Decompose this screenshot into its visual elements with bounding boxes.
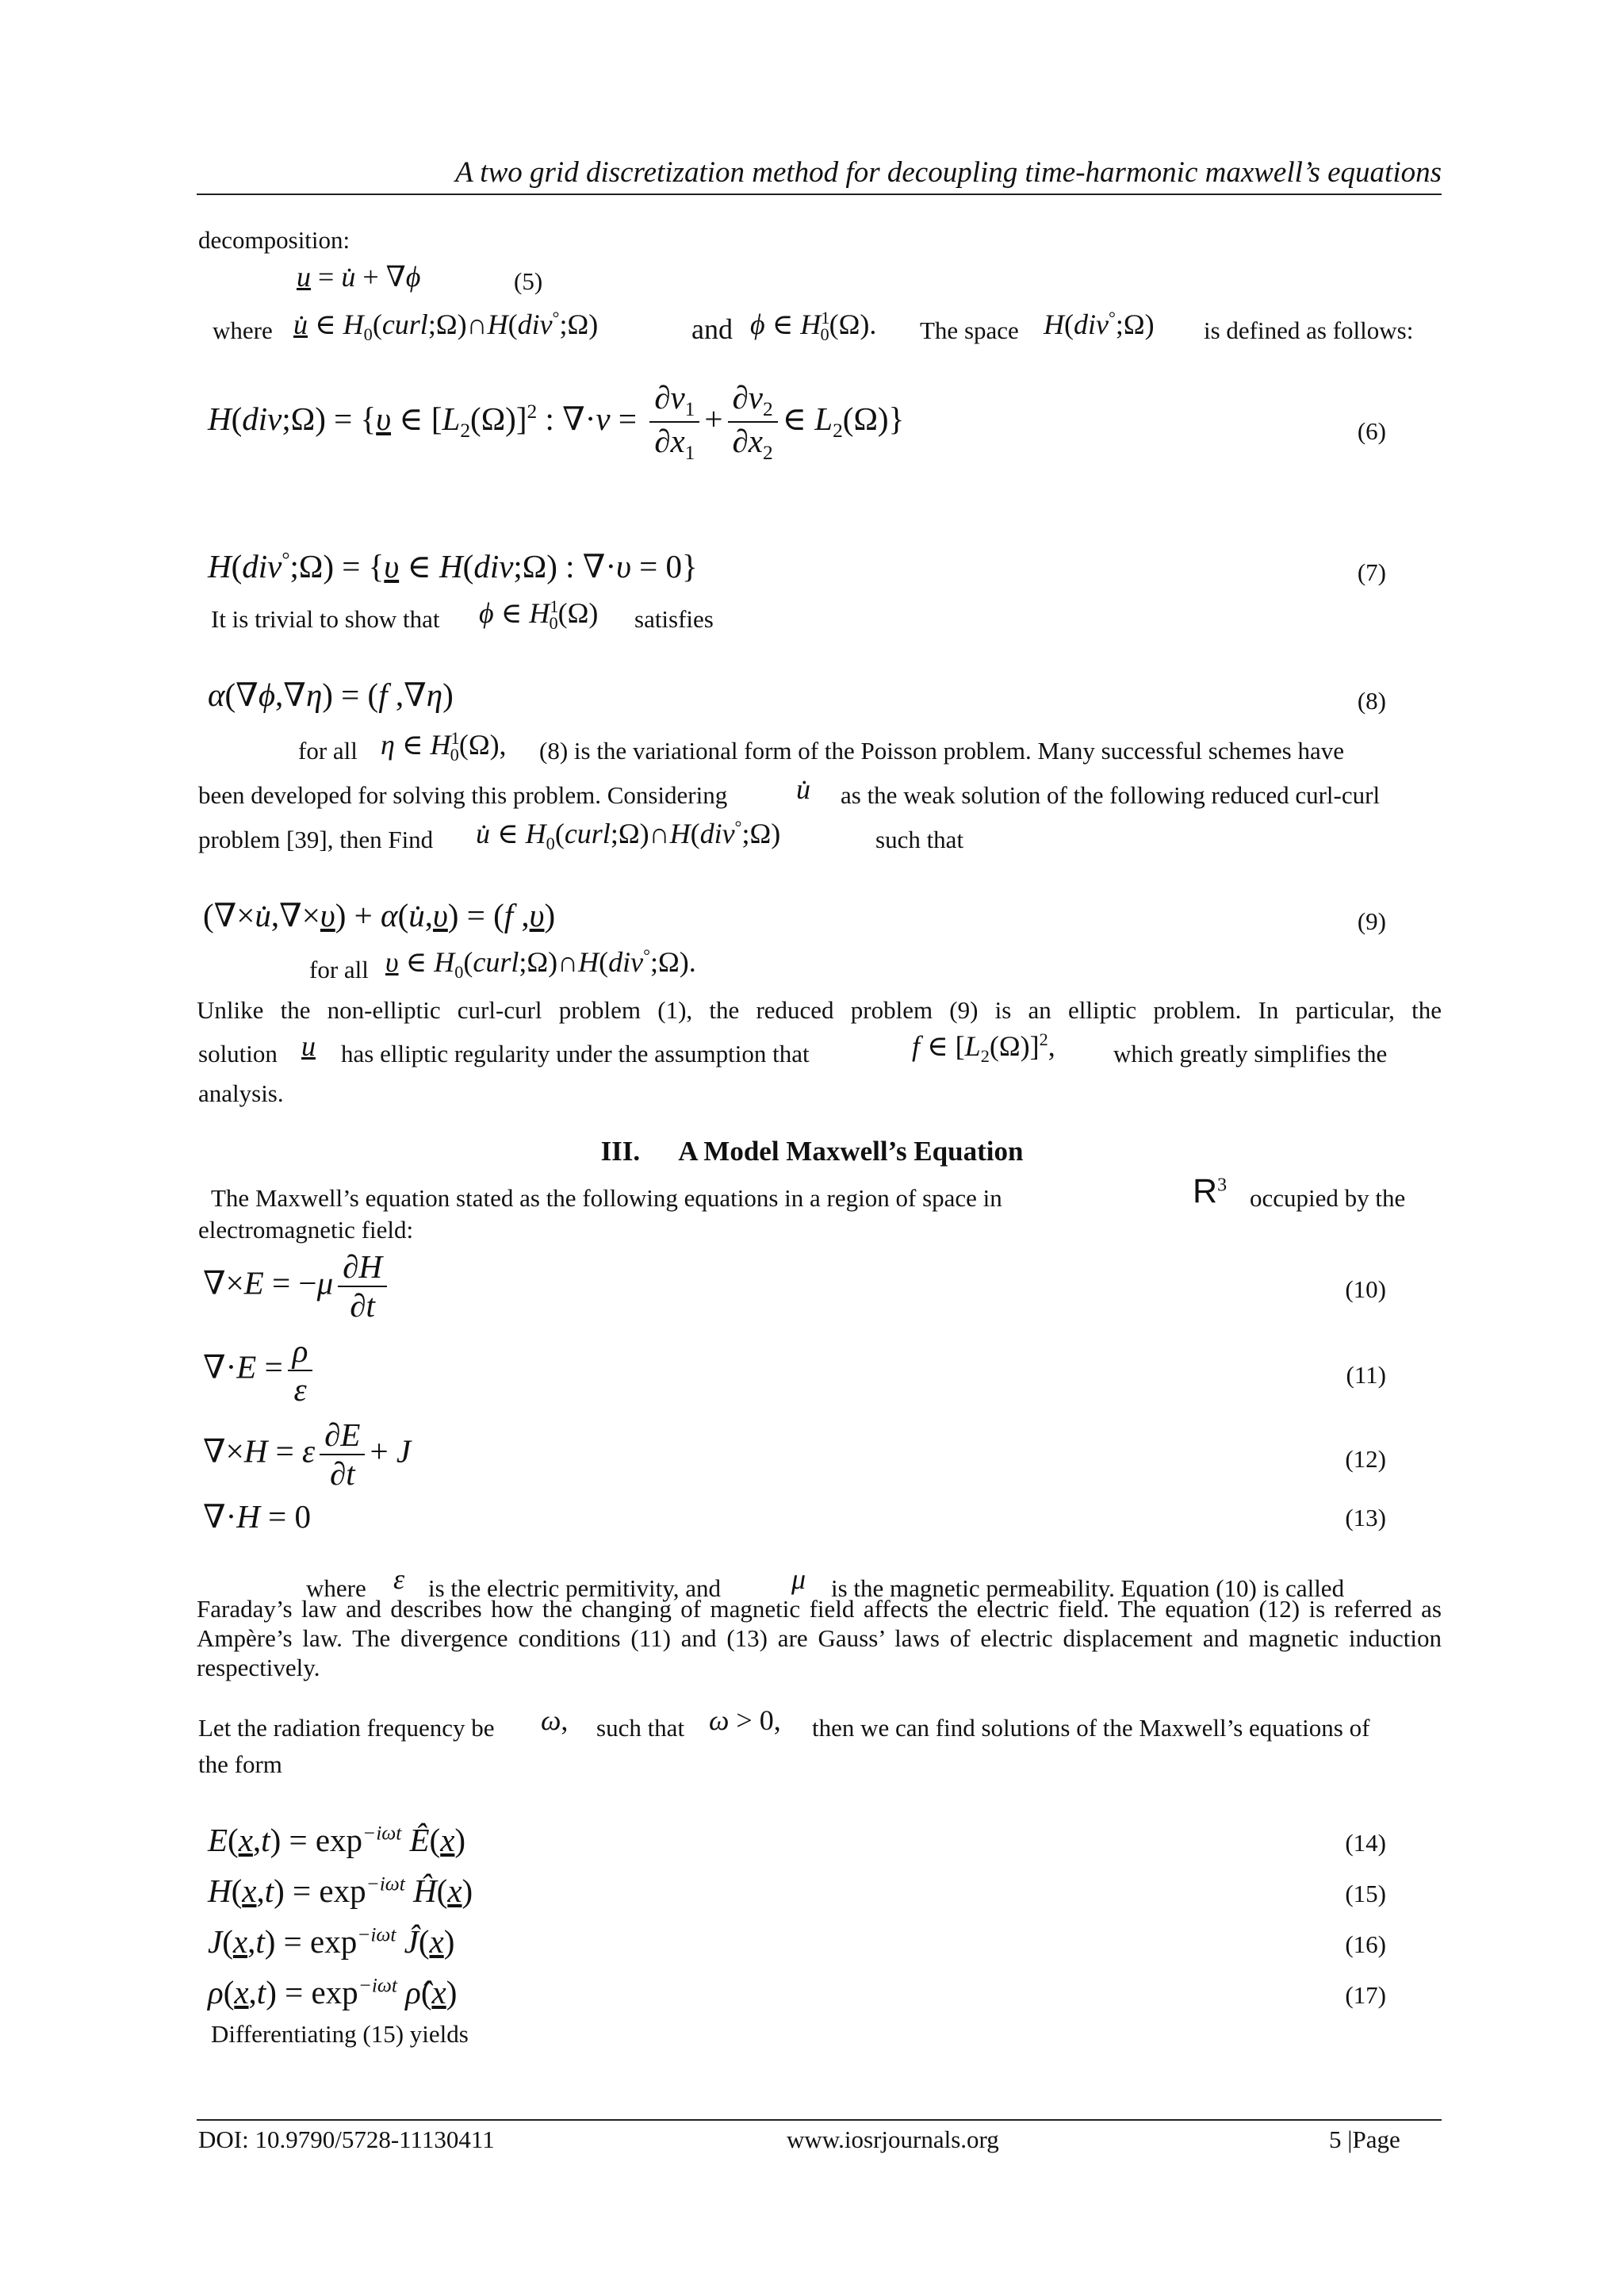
equation-number-8: (8) — [1357, 687, 1386, 715]
text-trivial: It is trivial to show that — [211, 605, 440, 633]
running-header: A two grid discretization method for decoupling time-harmonic maxwell’s equations — [455, 156, 1442, 189]
equation-number-9: (9) — [1357, 907, 1386, 935]
equation-number-5: (5) — [514, 267, 543, 295]
math-v-in-space: υ ∈ $H_0(curl;\Omega)\cap H(div^\circ;\Omega)$. — [385, 945, 696, 983]
math-f-in-l2: f ∈ $[L_2(\Omega)]^2$, — [912, 1029, 1055, 1067]
math-omega: ω, — [541, 1704, 569, 1736]
equation-number-15: (15) — [1345, 1880, 1386, 1907]
equation-number-16: (16) — [1345, 1930, 1386, 1958]
equation-10: ∇×E = −μ $\frac{\partial H}{\partial t}$ — [203, 1248, 392, 1324]
math-mu: μ — [791, 1563, 806, 1595]
footer-doi: DOI: 10.9790/5728-11130411 — [198, 2125, 495, 2153]
section-title: A Model Maxwell’s Equation — [678, 1136, 1024, 1167]
math-phi-in-h01-b: ϕ ∈ $H^1_0(\Omega)$ — [479, 596, 599, 634]
equation-number-6: (6) — [1357, 417, 1386, 445]
math-eta-in-h01: η ∈ $H^1_0(\Omega)$, — [381, 728, 507, 765]
equation-number-12: (12) — [1345, 1445, 1386, 1473]
section-number: III. — [600, 1136, 641, 1167]
footer-website: www.iosrjournals.org — [787, 2125, 999, 2153]
text-developed: been developed for solving this problem. Considering — [198, 781, 728, 809]
equation-number-10: (10) — [1345, 1275, 1386, 1303]
equation-8: α(∇ϕ,∇η) = (f ,∇η) — [208, 677, 454, 713]
text-differentiating: Differentiating (15) yields — [211, 2020, 469, 2048]
math-u-dot: u̇ — [796, 773, 810, 805]
text-the-form: the form — [198, 1750, 282, 1778]
equation-17: $\rho(x,t) = \exp^{-i\omega t}$ ρ̂(x) — [208, 1974, 458, 2010]
math-r3: $R^3$ — [1193, 1172, 1228, 1210]
footer-page-number: 5 |Page — [1329, 2125, 1400, 2153]
equation-15: $H(x,t) = \exp^{-i\omega t}$ Ĥ(x) — [208, 1872, 473, 1909]
equation-number-7: (7) — [1357, 558, 1386, 586]
text-greatly: which greatly simplifies the — [1113, 1040, 1388, 1068]
text-weak-solution: as the weak solution of the following reduced curl-curl — [841, 781, 1381, 809]
text-decomposition: decomposition: — [198, 226, 350, 254]
text-permitivity: is the electric permitivity, and — [428, 1574, 722, 1602]
text-for-all-eta: for all — [298, 737, 358, 765]
text-satisfies: satisfies — [634, 605, 714, 633]
equation-7: H(div°;Ω) = {υ ∈ H(div;Ω) : ∇·υ = 0} — [208, 548, 698, 585]
text-problem-find: problem [39], then Find — [198, 826, 434, 853]
text-let-radiation: Let the radiation frequency be — [198, 1714, 495, 1742]
text-and: and — [691, 313, 733, 345]
math-epsilon: ε — [393, 1563, 405, 1595]
equation-11: ∇·E = $\frac{\rho}{\varepsilon}$ — [203, 1332, 317, 1409]
equation-number-14: (14) — [1345, 1829, 1386, 1857]
math-omega-positive: ω > 0, — [709, 1704, 781, 1736]
text-occupied: occupied by the — [1250, 1184, 1406, 1212]
text-defined-as: is defined as follows: — [1204, 316, 1414, 344]
text-for-all-v: for all — [309, 956, 369, 983]
text-the-space: The space — [920, 316, 1019, 344]
text-such-that: such that — [875, 826, 964, 853]
equation-16: $J(x,t) = \exp^{-i\omega t}$ Ĵ(x) — [208, 1923, 455, 1960]
footer-rule — [197, 2119, 1442, 2121]
equation-13: ∇·H = 0 — [203, 1498, 312, 1535]
equation-number-17: (17) — [1345, 1981, 1386, 2009]
text-maxwell-intro: The Maxwell’s equation stated as the following equations in a region of space in — [211, 1184, 1002, 1212]
equation-5: u = u̇ + ∇ϕ — [297, 261, 421, 293]
math-phi-in-h01: ϕ ∈ $H^1_0(\Omega)$. — [750, 308, 877, 345]
text-such-that-2: such that — [596, 1714, 685, 1742]
text-where-2: where — [306, 1574, 366, 1602]
text-solution: solution — [198, 1040, 278, 1068]
text-unlike: Unlike the non-elliptic curl-curl problem (1), the reduced problem (9) is an elliptic problem. In particular, the — [197, 996, 1442, 1024]
text-faraday: Faraday’s law and describes how the changing of magnetic field affects the electric field. The equation (12) is referred as Ampère’s law. The divergence conditions (11) and (13) are Gauss’ laws of electric displacement and magnetic induction respectively. — [197, 1595, 1442, 1681]
equation-6: H(div;Ω) = {υ ∈ $[L_2(\Omega)]^2$ : ∇·ν = $\frac{\partial\nu_1}{\partial x_1}$ + $\frac{\partial\nu_2}{\partial x_2}$ ∈ $L_2(\Omega)$} — [208, 379, 905, 465]
math-u-in-space-b: u̇ ∈ $H_0(curl;\Omega)\cap H(div^\circ;\Omega)$ — [476, 817, 781, 854]
math-hdiv0: H(div°;Ω) — [1044, 308, 1155, 340]
text-variational: (8) is the variational form of the Poisson problem. Many successful schemes have — [539, 737, 1345, 765]
equation-number-11: (11) — [1346, 1361, 1386, 1389]
equation-12: ∇×H = ε $\frac{\partial E}{\partial t}$ + J — [203, 1416, 412, 1493]
section-heading — [0, 1136, 1624, 1167]
text-then-find: then we can find solutions of the Maxwell’s equations of — [812, 1714, 1370, 1742]
equation-14: $E(x,t) = \exp^{-i\omega t}$ Ê(x) — [208, 1822, 466, 1858]
text-permeability: is the magnetic permeability. Equation (10) is called — [831, 1574, 1345, 1602]
header-rule — [197, 194, 1442, 195]
text-analysis: analysis. — [198, 1079, 284, 1107]
equation-9: (∇×u̇,∇×υ) + α(u̇,υ) = (f ,υ) — [203, 897, 556, 933]
text-em-field: electromagnetic field: — [198, 1216, 414, 1244]
text-where: where — [213, 316, 273, 344]
math-u-in-space: u̇ ∈ $H_0(curl;\Omega)\cap H(div^\circ;\Omega)$ — [293, 308, 599, 345]
equation-number-13: (13) — [1345, 1504, 1386, 1531]
text-elliptic-regularity: has elliptic regularity under the assumption that — [341, 1040, 810, 1068]
math-u-underline: u — [301, 1030, 316, 1062]
